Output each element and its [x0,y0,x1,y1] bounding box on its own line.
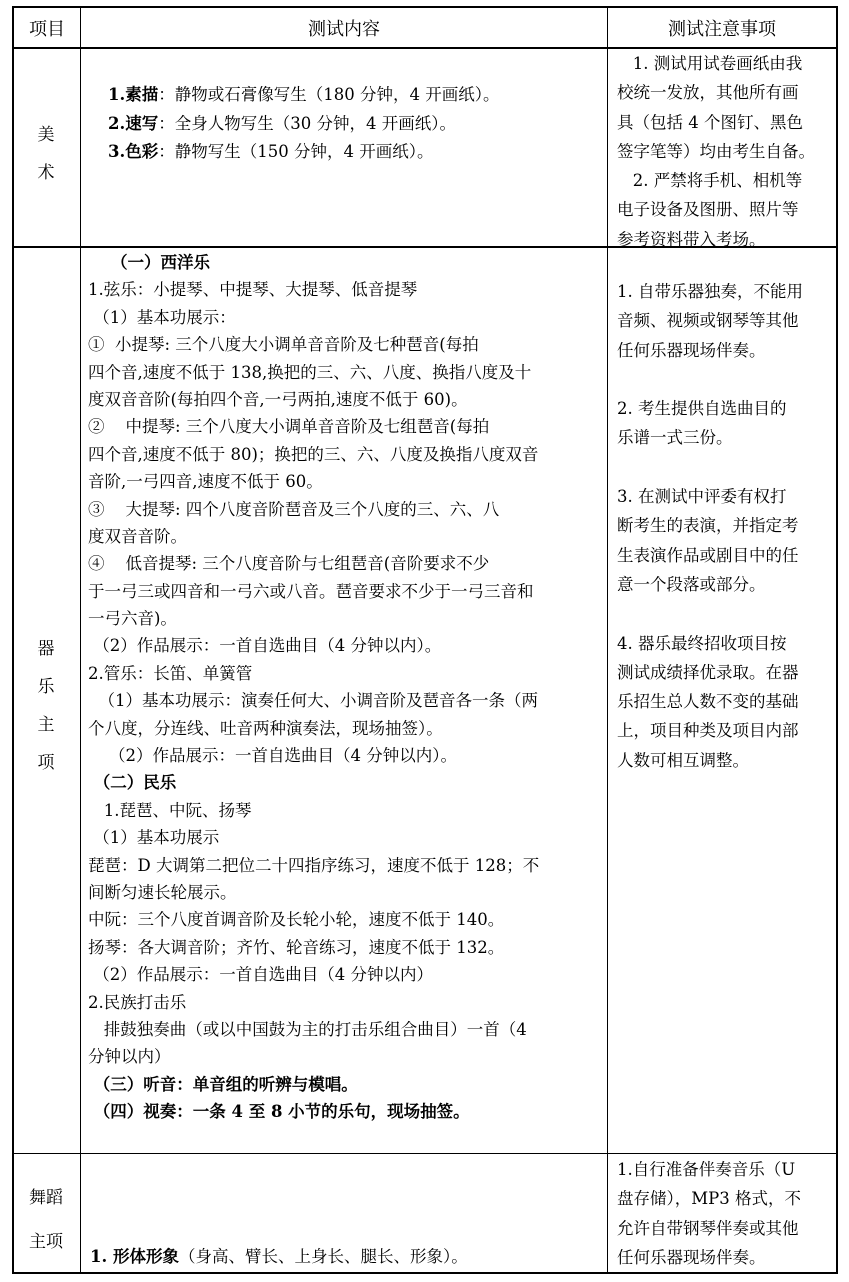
content-line: ③ 大提琴: 四个八度音阶琶音及三个八度的三、六、八 [88,499,500,519]
note-line: 4. 器乐最终招收项目按 [617,633,787,653]
note-line: 签字笔等）均由考生自备。 [617,141,815,161]
content-line: ④ 低音提琴: 三个八度音阶与七组琶音(音阶要求不少 [88,554,490,574]
content-line: 中阮：三个八度首调音阶及长轮小轮，速度不低于 140。 [88,910,505,930]
category-art [12,116,80,192]
table-border-right [836,6,838,1274]
content-line: （2）作品展示：一首自选曲目（4 分钟以内）。 [88,746,457,766]
content-line: 分钟以内） [88,1047,171,1067]
row-divider-instrument [12,1153,838,1154]
column-divider-2 [607,6,608,1274]
content-line: （1）基本功展示：演奏任何大、小调音阶及琶音各一条（两 [88,691,538,711]
content-line: 于一弓三或四音和一弓六或八音。琶音要求不少于一弓三音和 [88,581,534,601]
item-lead: 1.素描 [108,85,159,104]
category-art-char: 术 [37,163,55,183]
content-line: 四个音,速度不低于 138,换把的三、六、八度、换指八度及十 [88,362,532,382]
content-line [108,81,499,110]
category-dance [12,1176,80,1264]
note-line: 具（包括 4 个图钉、黑色 [617,112,803,132]
item-lead: 1. 形体形象 [90,1247,179,1266]
category-instrument-char: 器 [37,639,55,659]
item-text: ：静物写生（150 分钟，4 开画纸）。 [158,142,434,162]
note-line: 参考资料带入考场。 [617,229,766,249]
content-art [108,81,499,167]
header-notes: 测试注意事项 [668,19,776,40]
note-line: 意一个段落或部分。 [617,574,766,594]
notes-art [617,49,815,254]
content-line: （三）听音：单音组的听辨与模唱。 [88,1074,358,1094]
content-line: （二）民乐 [88,773,177,793]
item-text: ：静物或石膏像写生（180 分钟，4 开画纸）。 [158,85,500,104]
note-line: 电子设备及图册、照片等 [617,200,799,220]
content-dance [90,1243,468,1272]
content-line: （1）基本功展示 [88,828,220,848]
content-line: （一）西洋乐 [88,253,210,272]
item-text: （身高、臂长、上身长、腿长、形象）。 [178,1247,468,1266]
content-line: 音阶,一弓四音,速度不低于 60。 [88,472,323,492]
content-line: 个八度，分连线、吐音两种演奏法，现场抽签）。 [88,718,443,738]
table-border-bottom [12,1272,838,1274]
content-line: 四个音,速度不低于 80)；换把的三、六、八度及换指八度双音 [88,444,539,464]
note-line: 2. 考生提供自选曲目的 [617,399,787,419]
content-line: （四）视奏：一条 4 至 8 小节的乐句，现场抽签。 [88,1102,470,1122]
note-line: 1. 自带乐器独奏，不能用 [617,282,803,301]
column-divider-1 [80,6,81,1274]
note-line: 生表演作品或剧目中的任 [617,545,799,565]
category-instrument [12,630,80,782]
content-line: 间断匀速长轮展示。 [88,882,237,902]
content-line: 1.琵琶、中阮、扬琴 [88,800,252,820]
category-instrument-char: 主 [37,715,55,735]
content-line [108,110,499,139]
content-line: 2.民族打击乐 [88,992,187,1012]
category-instrument-char: 项 [37,753,55,773]
note-line [617,365,803,394]
content-line: （2）作品展示：一首自选曲目（4 分钟以内） [88,965,433,985]
note-line: 1. 测试用试卷画纸由我 [617,54,803,73]
content-line: ② 中提琴: 三个八度大小调单音音阶及七组琶音(每拍 [88,417,490,437]
category-dance-line: 主项 [29,1232,63,1252]
content-line [108,138,499,167]
note-line: 乐招生总人数不变的基础 [617,692,799,712]
content-line: 扬琴：各大调音阶；齐竹、轮音练习，速度不低于 132。 [88,937,505,957]
note-line: 测试成绩择优录取。在器 [617,662,799,682]
note-line: 上，项目种类及项目内部 [617,721,799,741]
notes-instrument [617,277,803,775]
note-line: 乐谱一式三份。 [617,428,733,448]
note-line: 盘存储），MP3 格式，不 [617,1189,801,1209]
note-line: 断考生的表演，并指定考 [617,516,799,536]
content-instrument [88,249,539,1126]
content-line: ① 小提琴: 三个八度大小调单音音阶及七种琶音(每拍 [88,335,479,355]
item-text: ：全身人物写生（30 分钟，4 开画纸）。 [158,113,456,133]
content-line: （2）作品展示：一首自选曲目（4 分钟以内）。 [88,636,442,656]
header-content: 测试内容 [308,19,380,40]
category-instrument-char: 乐 [37,677,55,697]
note-line: 1.自行准备伴奏音乐（U [617,1160,796,1179]
note-line: 允许自带钢琴伴奏或其他 [617,1218,799,1238]
note-line: 任何乐器现场伴奏。 [617,1247,766,1267]
content-line: 2.管乐：长笛、单簧管 [88,663,253,683]
note-line: 校统一发放，其他所有画 [617,83,799,103]
content-line: 排鼓独奏曲（或以中国鼓为主的打击乐组合曲目）一首（4 [88,1019,527,1039]
item-lead: 2.速写 [108,113,159,133]
category-art-char: 美 [37,125,55,145]
notes-dance [617,1155,801,1272]
content-line: 度双音音阶(每拍四个音,一弓两拍,速度不低于 60)。 [88,389,468,409]
header-item: 项目 [29,19,65,40]
note-line: 2. 严禁将手机、相机等 [617,171,803,191]
content-line: （1）基本功展示： [88,307,236,327]
item-lead: 3.色彩 [108,142,159,162]
note-line: 任何乐器现场伴奏。 [617,340,766,360]
category-dance-line: 舞蹈 [29,1188,63,1208]
content-line: 琵琶：D 大调第二把位二十四指序练习，速度不低于 128；不 [88,855,540,875]
note-line: 音频、视频或钢琴等其他 [617,311,799,331]
content-line: 度双音音阶。 [88,526,187,546]
note-line [617,453,803,482]
note-line: 人数可相互调整。 [617,750,749,770]
note-line: 3. 在测试中评委有权打 [617,487,787,507]
content-line [90,1243,468,1272]
content-line: 1.弦乐：小提琴、中提琴、大提琴、低音提琴 [88,280,418,300]
note-line [617,599,803,628]
content-line: 一弓六音)。 [88,609,177,629]
